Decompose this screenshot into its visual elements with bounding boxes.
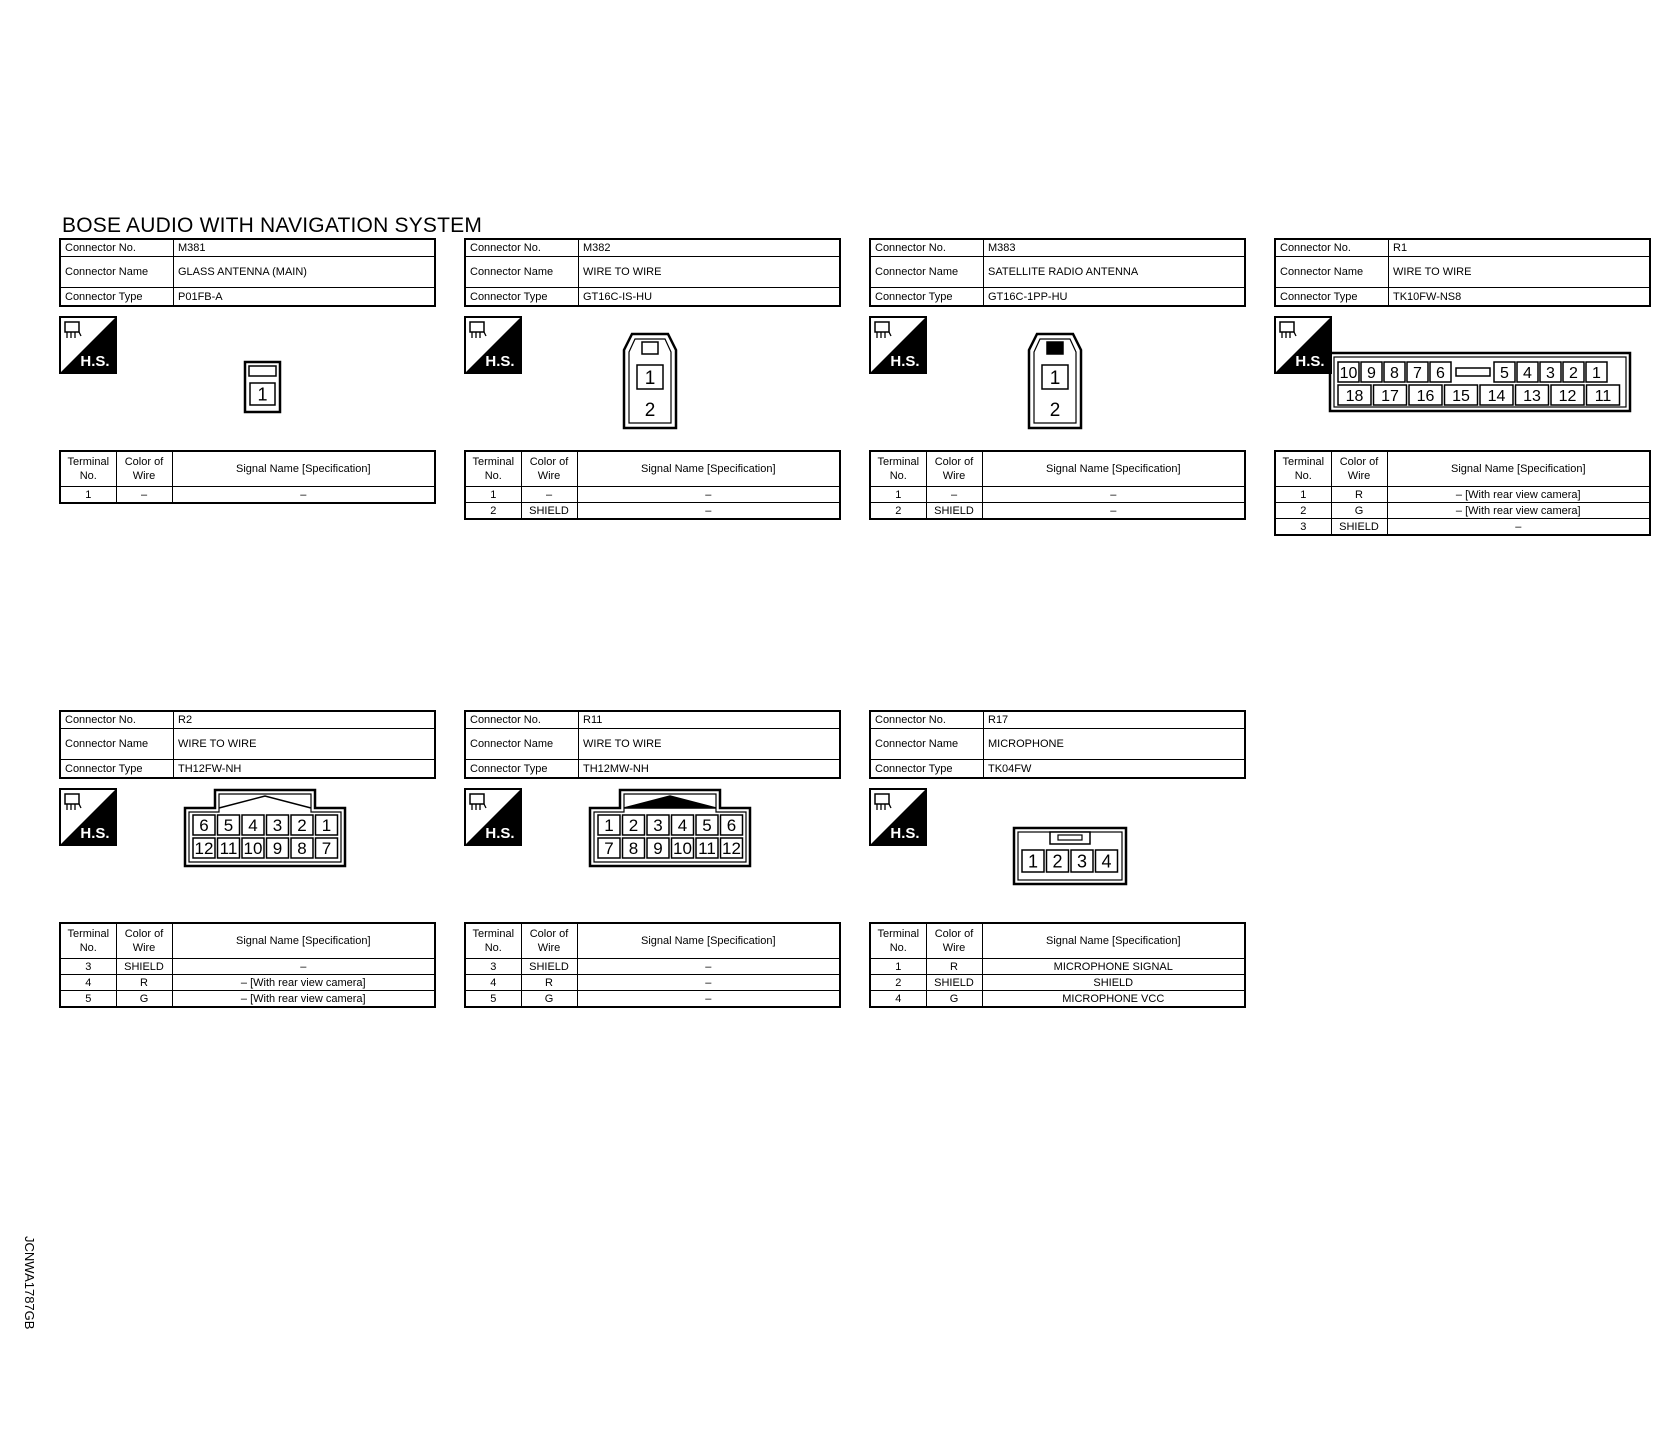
terminal-cell: 2 [870, 503, 926, 520]
color-cell: G [521, 991, 577, 1008]
terminal-cell: 2 [870, 975, 926, 991]
signal-cell: MICROPHONE SIGNAL [982, 959, 1245, 975]
signal-name-header: Signal Name [Specification] [172, 451, 435, 487]
table-row [60, 487, 435, 504]
terminal-table [1274, 450, 1651, 536]
harness-side-icon [869, 316, 927, 374]
connector-no-value: R17 [984, 711, 1246, 729]
signal-cell: – [172, 487, 435, 504]
connector-block [59, 710, 436, 1010]
page-title: BOSE AUDIO WITH NAVIGATION SYSTEM [62, 214, 483, 237]
hs-label: H.S. [485, 353, 515, 370]
hs-label: H.S. [1295, 353, 1325, 370]
harness-side-icon [1274, 316, 1332, 374]
connector-name-label: Connector Name [465, 729, 579, 760]
pin-label: 8 [628, 839, 639, 859]
color-cell: G [116, 991, 172, 1008]
terminal-cell: 1 [465, 487, 521, 503]
connector-no-label: Connector No. [60, 711, 174, 729]
terminal-cell: 5 [60, 991, 116, 1008]
connector-type-label: Connector Type [870, 760, 984, 779]
connector-type-value: TH12MW-NH [579, 760, 841, 779]
table-row [465, 959, 840, 975]
connector-name-value: WIRE TO WIRE [174, 729, 436, 760]
connector-info-table [464, 710, 841, 779]
pin-label: 2 [1569, 364, 1578, 382]
connector-no-value: M381 [174, 239, 436, 257]
terminal-cell: 4 [870, 991, 926, 1008]
color-cell: SHIELD [521, 503, 577, 520]
pin-label: 16 [1416, 387, 1435, 405]
connector-no-value: R11 [579, 711, 841, 729]
signal-cell: – [With rear view camera] [1387, 487, 1650, 503]
pin-label: 7 [321, 839, 332, 859]
color-cell: – [926, 487, 982, 503]
color-of-wire-header: Color of Wire [926, 923, 982, 959]
pin-label: 7 [604, 839, 614, 859]
table-row [60, 975, 435, 991]
pin-label: 2 [1049, 400, 1061, 421]
connector-type-label: Connector Type [1275, 288, 1389, 307]
pin-label: 1 [257, 384, 268, 405]
signal-name-header: Signal Name [Specification] [577, 923, 840, 959]
pin-label: 12 [1558, 387, 1577, 405]
table-row [870, 959, 1245, 975]
pin-label: 5 [223, 816, 234, 836]
pin-label: 5 [702, 816, 712, 836]
signal-name-header: Signal Name [Specification] [982, 451, 1245, 487]
hs-label: H.S. [890, 825, 920, 842]
pin-label: 1 [604, 816, 614, 836]
terminal-cell: 2 [1275, 503, 1331, 519]
color-cell: SHIELD [926, 975, 982, 991]
pin-label: 12 [194, 839, 214, 859]
terminal-no-header: Terminal No. [60, 923, 116, 959]
color-of-wire-header: Color of Wire [1331, 451, 1387, 487]
terminal-cell: 2 [465, 503, 521, 520]
pin-label: 14 [1487, 387, 1506, 405]
color-of-wire-header: Color of Wire [116, 451, 172, 487]
pin-label: 17 [1381, 387, 1399, 405]
harness-side-icon [59, 788, 117, 846]
color-cell: R [926, 959, 982, 975]
color-cell: R [521, 975, 577, 991]
terminal-cell: 1 [1275, 487, 1331, 503]
connector-info-table [464, 238, 841, 307]
pin-label: 7 [1413, 364, 1422, 382]
connector-no-value: R1 [1389, 239, 1651, 257]
pin-label: 3 [1546, 364, 1555, 382]
terminal-table [869, 450, 1246, 520]
pin-label: 12 [722, 839, 741, 859]
connector-no-label: Connector No. [465, 711, 579, 729]
connector-type-label: Connector Type [870, 288, 984, 307]
pin-label: 3 [272, 816, 283, 836]
signal-cell: – [172, 959, 435, 975]
signal-name-header: Signal Name [Specification] [1387, 451, 1650, 487]
harness-side-icon [59, 316, 117, 374]
table-row [465, 991, 840, 1008]
pin-label: 3 [1076, 851, 1088, 872]
pin-label: 15 [1452, 387, 1470, 405]
connector-info-table [1274, 238, 1651, 307]
connector-no-value: R2 [174, 711, 436, 729]
connector-name-label: Connector Name [60, 729, 174, 760]
terminal-no-header: Terminal No. [60, 451, 116, 487]
color-cell: R [116, 975, 172, 991]
signal-cell: – [982, 503, 1245, 520]
pin-label: 1 [644, 367, 656, 389]
connector-name-value: MICROPHONE [984, 729, 1246, 760]
pin-label: 2 [297, 816, 307, 836]
pin-label: 8 [1390, 364, 1399, 382]
pin-label: 4 [248, 816, 258, 836]
connector-type-label: Connector Type [60, 760, 174, 779]
table-row [465, 503, 840, 520]
connector-type-value: GT16C-IS-HU [579, 288, 841, 307]
terminal-cell: 4 [60, 975, 116, 991]
terminal-cell: 1 [870, 487, 926, 503]
signal-cell: – [577, 959, 840, 975]
pin-label: 4 [677, 816, 688, 836]
connector-block [1274, 238, 1651, 538]
pin-label: 18 [1345, 387, 1364, 405]
table-row [1275, 503, 1650, 519]
signal-cell: – [577, 991, 840, 1008]
connector-name-value: SATELLITE RADIO ANTENNA [984, 257, 1246, 288]
signal-cell: – [577, 487, 840, 503]
color-cell: R [1331, 487, 1387, 503]
table-row [870, 487, 1245, 503]
connector-type-value: GT16C-1PP-HU [984, 288, 1246, 307]
pin-label: 1 [1049, 367, 1061, 389]
signal-cell: – [1387, 519, 1650, 536]
table-row [465, 975, 840, 991]
connector-info-table [869, 710, 1246, 779]
pin-label: 8 [297, 839, 307, 859]
pin-label: 10 [673, 839, 692, 859]
pin-label: 5 [1500, 364, 1509, 382]
table-row [1275, 519, 1650, 536]
color-cell: SHIELD [521, 959, 577, 975]
signal-cell: – [982, 487, 1245, 503]
pin-label: 2 [1052, 851, 1063, 872]
terminal-no-header: Terminal No. [870, 451, 926, 487]
connector-name-value: WIRE TO WIRE [579, 729, 841, 760]
connector-no-label: Connector No. [870, 239, 984, 257]
connector-type-value: P01FB-A [174, 288, 436, 307]
pin-label: 10 [1339, 364, 1358, 382]
connector-name-label: Connector Name [870, 729, 984, 760]
signal-name-header: Signal Name [Specification] [577, 451, 840, 487]
pin-label: 3 [653, 816, 663, 836]
table-row [870, 975, 1245, 991]
connector-no-label: Connector No. [465, 239, 579, 257]
pin-label: 11 [1594, 387, 1612, 405]
color-of-wire-header: Color of Wire [116, 923, 172, 959]
terminal-table [464, 450, 841, 520]
connector-type-value: TK10FW-NS8 [1389, 288, 1651, 307]
connector-block [464, 238, 841, 538]
color-of-wire-header: Color of Wire [926, 451, 982, 487]
connector-no-label: Connector No. [870, 711, 984, 729]
pin-label: 2 [644, 400, 656, 421]
connector-type-label: Connector Type [465, 288, 579, 307]
terminal-no-header: Terminal No. [465, 923, 521, 959]
signal-cell: – [577, 975, 840, 991]
hs-label: H.S. [80, 825, 110, 842]
color-of-wire-header: Color of Wire [521, 451, 577, 487]
terminal-cell: 3 [1275, 519, 1331, 536]
pin-label: 9 [272, 839, 283, 859]
terminal-cell: 3 [60, 959, 116, 975]
table-row [1275, 487, 1650, 503]
connector-type-label: Connector Type [60, 288, 174, 307]
connector-name-label: Connector Name [1275, 257, 1389, 288]
color-cell: – [521, 487, 577, 503]
terminal-table [464, 922, 841, 1008]
hs-label: H.S. [485, 825, 515, 842]
signal-name-header: Signal Name [Specification] [172, 923, 435, 959]
color-of-wire-header: Color of Wire [521, 923, 577, 959]
signal-cell: – [With rear view camera] [1387, 503, 1650, 519]
connector-name-value: WIRE TO WIRE [1389, 257, 1651, 288]
connector-name-label: Connector Name [465, 257, 579, 288]
pin-label: 11 [219, 839, 238, 859]
pin-label: 1 [1027, 851, 1039, 872]
color-cell: SHIELD [926, 503, 982, 520]
connector-block [464, 710, 841, 1010]
connector-name-label: Connector Name [60, 257, 174, 288]
table-row [60, 991, 435, 1008]
signal-name-header: Signal Name [Specification] [982, 923, 1245, 959]
hs-label: H.S. [80, 353, 110, 370]
connector-type-value: TK04FW [984, 760, 1246, 779]
connector-block [869, 710, 1246, 1010]
pin-label: 10 [243, 839, 263, 859]
table-row [465, 487, 840, 503]
terminal-cell: 4 [465, 975, 521, 991]
connector-name-value: WIRE TO WIRE [579, 257, 841, 288]
terminal-cell: 1 [870, 959, 926, 975]
terminal-cell: 1 [60, 487, 116, 504]
connector-type-value: TH12FW-NH [174, 760, 436, 779]
signal-cell: – [With rear view camera] [172, 991, 435, 1008]
connector-info-table [869, 238, 1246, 307]
harness-side-icon [464, 788, 522, 846]
signal-cell: – [With rear view camera] [172, 975, 435, 991]
pin-label: 9 [1367, 364, 1376, 382]
terminal-table [59, 450, 436, 504]
color-cell: G [1331, 503, 1387, 519]
signal-cell: MICROPHONE VCC [982, 991, 1245, 1008]
connector-info-table [59, 710, 436, 779]
table-row [60, 959, 435, 975]
harness-side-icon [464, 316, 522, 374]
connector-block [59, 238, 436, 538]
pin-label: 6 [726, 816, 737, 836]
connector-name-value: GLASS ANTENNA (MAIN) [174, 257, 436, 288]
connector-info-table [59, 238, 436, 307]
pin-label: 13 [1523, 387, 1541, 405]
signal-cell: SHIELD [982, 975, 1245, 991]
terminal-no-header: Terminal No. [870, 923, 926, 959]
signal-cell: – [577, 503, 840, 520]
terminal-table [59, 922, 436, 1008]
connector-type-label: Connector Type [465, 760, 579, 779]
pin-label: 6 [199, 816, 209, 836]
connector-no-label: Connector No. [60, 239, 174, 257]
pin-label: 9 [653, 839, 663, 859]
connector-no-value: M383 [984, 239, 1246, 257]
table-row [870, 991, 1245, 1008]
color-cell: G [926, 991, 982, 1008]
color-cell: SHIELD [1331, 519, 1387, 536]
connector-name-label: Connector Name [870, 257, 984, 288]
color-cell: – [116, 487, 172, 504]
terminal-no-header: Terminal No. [1275, 451, 1331, 487]
pin-label: 6 [1436, 364, 1445, 382]
connector-no-label: Connector No. [1275, 239, 1389, 257]
terminal-table [869, 922, 1246, 1008]
terminal-no-header: Terminal No. [465, 451, 521, 487]
hs-label: H.S. [890, 353, 920, 370]
pin-label: 11 [698, 839, 716, 859]
connector-block [869, 238, 1246, 538]
pin-label: 2 [628, 816, 639, 836]
terminal-cell: 5 [465, 991, 521, 1008]
figure-code: JCNWA1787GB [22, 1236, 37, 1330]
pin-label: 4 [1523, 364, 1532, 382]
pin-label: 1 [321, 816, 332, 836]
harness-side-icon [869, 788, 927, 846]
table-row [870, 503, 1245, 520]
color-cell: SHIELD [116, 959, 172, 975]
pin-label: 4 [1101, 851, 1112, 872]
terminal-cell: 3 [465, 959, 521, 975]
pin-label: 1 [1592, 364, 1601, 382]
connector-no-value: M382 [579, 239, 841, 257]
